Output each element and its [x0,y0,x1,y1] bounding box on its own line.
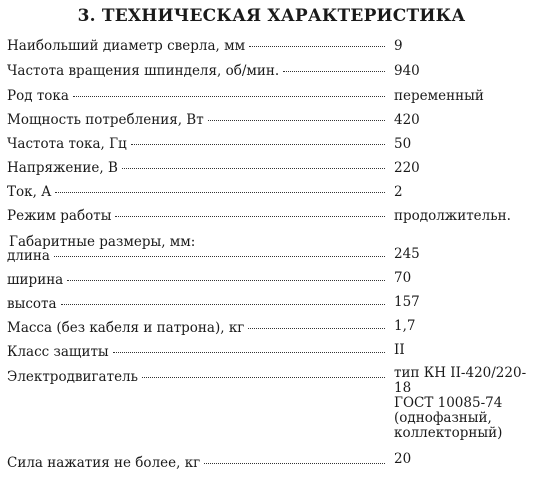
spec-row-width [7,272,387,288]
spec-label: Род тока [7,88,69,104]
dot-leader [142,377,385,378]
spec-row-height [7,296,387,312]
spec-row-pressing-force [7,455,387,471]
dimensions-heading: Габаритные размеры, мм: [9,234,196,250]
spec-row-current-type [7,88,387,104]
dot-leader [54,256,385,257]
dot-leader [204,463,385,464]
motor-value-line: (однофазный, [394,410,492,426]
spec-row-frequency [7,136,387,152]
motor-value-line: ГОСТ 10085-74 [394,395,503,411]
motor-value-line: 18 [394,380,412,396]
spec-value: 2 [394,184,403,200]
dot-leader [122,168,385,169]
dot-leader [208,120,385,121]
spec-row-motor [7,369,387,385]
spec-value: 940 [394,63,420,79]
spec-label: Режим работы [7,208,112,224]
dot-leader [115,216,385,217]
spec-label: Масса (без кабеля и патрона), кг [7,320,245,336]
dot-leader [113,352,385,353]
dot-leader [55,192,385,193]
page-title: 3. ТЕХНИЧЕСКАЯ ХАРАКТЕРИСТИКА [77,6,466,26]
spec-value: 420 [394,112,420,128]
spec-row-current [7,184,387,200]
spec-value: 9 [394,38,403,54]
spec-value-motor [394,366,526,441]
spec-row-protection-class [7,344,387,360]
spec-label: Сила нажатия не более, кг [7,455,201,471]
motor-value-line: коллекторный) [394,425,503,441]
dot-leader [67,280,385,281]
spec-value: 157 [394,294,420,310]
spec-label: Мощность потребления, Вт [7,112,204,128]
spec-row-length [7,248,387,264]
spec-row-spindle-speed [7,63,387,79]
spec-row-mass [7,320,387,336]
spec-row-power [7,112,387,128]
spec-label: Частота вращения шпинделя, об/мин. [7,63,280,79]
spec-row-operating-mode [7,208,387,224]
dot-leader [249,46,385,47]
spec-row-drill-diameter [7,38,387,54]
spec-value: 50 [394,136,412,152]
spec-value: II [394,342,405,358]
spec-label: длина [7,248,50,264]
spec-label: Ток, А [7,184,52,200]
spec-label: Напряжение, В [7,160,118,176]
spec-value: продолжительн. [394,208,511,224]
dot-leader [248,328,385,329]
spec-label: ширина [7,272,64,288]
spec-row-voltage [7,160,387,176]
spec-label: высота [7,296,57,312]
spec-value: 245 [394,246,420,262]
motor-value-line: тип КН II-420/220- [394,365,527,381]
dot-leader [61,304,385,305]
spec-value: 20 [394,451,412,467]
spec-label: Класс защиты [7,344,109,360]
dot-leader [131,144,385,145]
spec-label: Частота тока, Гц [7,136,127,152]
dot-leader [73,96,385,97]
spec-value: 1,7 [394,318,416,334]
spec-label: Электродвигатель [7,369,138,385]
spec-label: Наибольший диаметр сверла, мм [7,38,246,54]
spec-value: 70 [394,270,412,286]
spec-value: переменный [394,88,484,104]
dot-leader [283,71,385,72]
spec-value: 220 [394,160,420,176]
